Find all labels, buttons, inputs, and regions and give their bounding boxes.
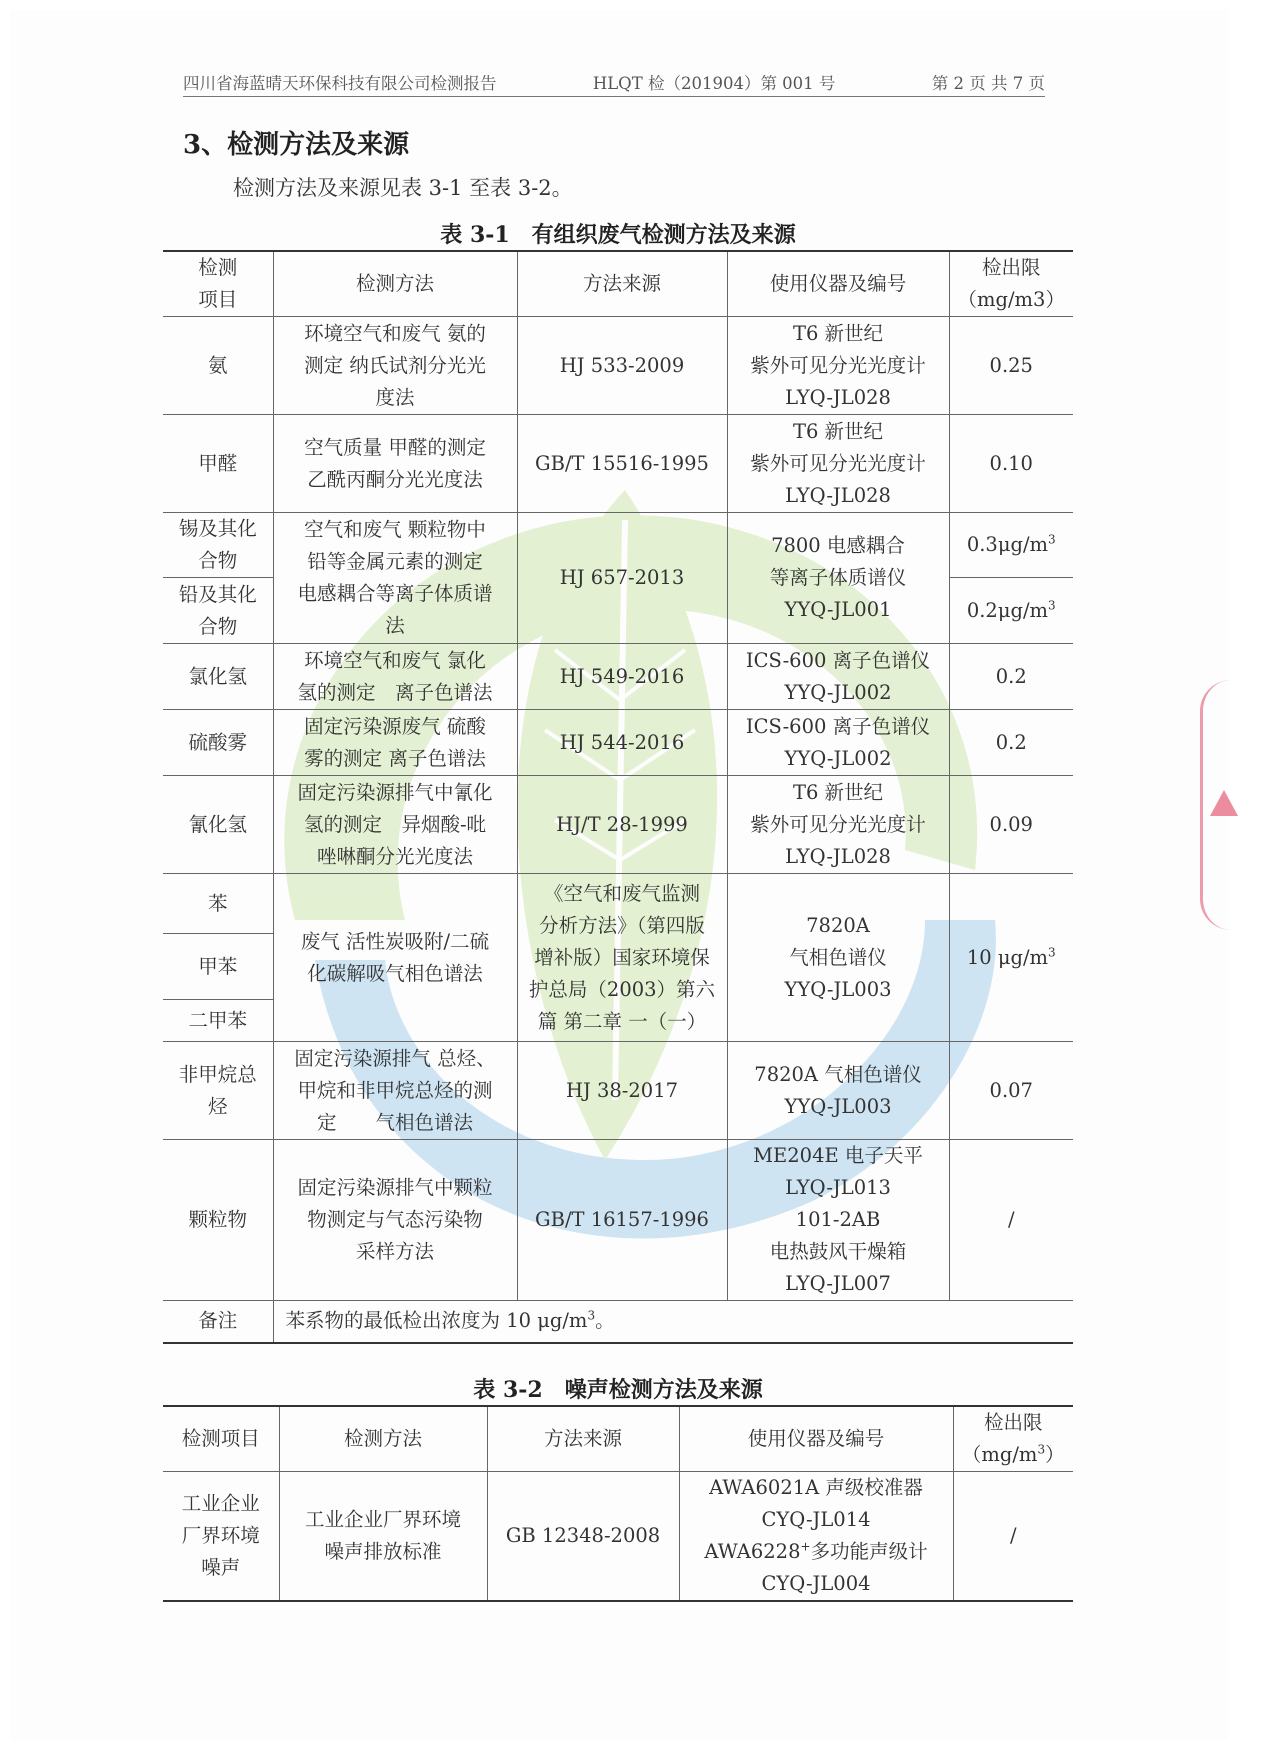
table-header-row xyxy=(163,251,1073,317)
cell-method: 环境空气和废气 氯化 氢的测定 离子色谱法 xyxy=(273,644,517,710)
cell-instrument: T6 新世纪 紫外可见分光光度计 LYQ-JL028 xyxy=(727,317,949,415)
cell-item: 颗粒物 xyxy=(163,1140,273,1301)
limit-value: 10 μg/m xyxy=(966,945,1049,969)
cell-source: GB 12348-2008 xyxy=(487,1472,679,1602)
cell-instrument: T6 新世纪 紫外可见分光光度计 LYQ-JL028 xyxy=(727,415,949,513)
cell-limit xyxy=(949,513,1073,578)
header-report-number: HLQT 检（201904）第 001 号 xyxy=(592,74,836,93)
cell-source: HJ 533-2009 xyxy=(517,317,727,415)
column-header: 使用仪器及编号 xyxy=(679,1406,953,1472)
column-header: 检出限 （mg/m3） xyxy=(949,251,1073,317)
cell-item: 苯 xyxy=(163,874,273,934)
note-label: 备注 xyxy=(163,1301,273,1343)
cell-item: 甲苯 xyxy=(163,934,273,1000)
header-company: 四川省海蓝晴天环保科技有限公司检测报告 xyxy=(183,74,497,93)
cell-instrument: 7800 电感耦合 等离子体质谱仪 YYQ-JL001 xyxy=(727,513,949,644)
instrument-text-b: 多功能声级计 CYQ-JL004 xyxy=(761,1540,928,1595)
cell-item: 二甲苯 xyxy=(163,1000,273,1042)
column-header: 检测方法 xyxy=(279,1406,487,1472)
column-header: 方法来源 xyxy=(517,251,727,317)
cell-item: 甲醛 xyxy=(163,415,273,513)
cell-item: 氯化氢 xyxy=(163,644,273,710)
cell-limit: / xyxy=(949,1140,1073,1301)
table-noise xyxy=(163,1405,1073,1602)
cell-instrument xyxy=(679,1472,953,1602)
red-seal-star xyxy=(1210,790,1238,816)
table-row xyxy=(163,710,1073,776)
limit-superscript: 3 xyxy=(1048,532,1056,547)
cell-method: 固定污染源排气中氰化 氢的测定 异烟酸-吡 唑啉酮分光光度法 xyxy=(273,776,517,874)
cell-source: GB/T 15516-1995 xyxy=(517,415,727,513)
cell-item: 氨 xyxy=(163,317,273,415)
limit-header: 检出限 （mg/m xyxy=(961,1411,1043,1466)
section-title: 3、检测方法及来源 xyxy=(183,130,410,160)
cell-instrument: 7820A 气相色谱仪 YYQ-JL003 xyxy=(727,1042,949,1140)
table1-caption: 表 3-1 有组织废气检测方法及来源 xyxy=(440,222,796,248)
cell-source: HJ/T 28-1999 xyxy=(517,776,727,874)
cell-limit: / xyxy=(953,1472,1073,1602)
cell-limit: 0.2 xyxy=(949,644,1073,710)
column-header xyxy=(953,1406,1073,1472)
note-end: 。 xyxy=(595,1309,615,1333)
cell-instrument: 7820A 气相色谱仪 YYQ-JL003 xyxy=(727,874,949,1042)
table-organized-exhaust-gas xyxy=(163,250,1073,1344)
cell-method: 固定污染源废气 硫酸 雾的测定 离子色谱法 xyxy=(273,710,517,776)
note-text xyxy=(273,1301,1073,1343)
cell-instrument: ME204E 电子天平 LYQ-JL013 101-2AB 电热鼓风干燥箱 LYQ-JL007 xyxy=(727,1140,949,1301)
column-header: 使用仪器及编号 xyxy=(727,251,949,317)
limit-header-end: ） xyxy=(1045,1443,1065,1466)
table-header-row xyxy=(163,1406,1073,1472)
table-row xyxy=(163,415,1073,513)
cell-source: 《空气和废气监测 分析方法》（第四版 增补版）国家环境保 护总局（2003）第六 篇 第二章 一（一） xyxy=(517,874,727,1042)
table-row xyxy=(163,1042,1073,1140)
column-header: 检测项目 xyxy=(163,1406,279,1472)
cell-item: 氰化氢 xyxy=(163,776,273,874)
cell-limit: 0.10 xyxy=(949,415,1073,513)
cell-method: 固定污染源排气 总烃、 甲烷和非甲烷总烃的测 定 气相色谱法 xyxy=(273,1042,517,1140)
column-header: 检测 项目 xyxy=(163,251,273,317)
cell-method: 工业企业厂界环境 噪声排放标准 xyxy=(279,1472,487,1602)
note-superscript: 3 xyxy=(587,1308,596,1323)
limit-value: 0.2μg/m xyxy=(966,598,1049,622)
cell-limit: 0.09 xyxy=(949,776,1073,874)
limit-header-superscript: 3 xyxy=(1037,1442,1046,1457)
header-page-number: 第 2 页 共 7 页 xyxy=(931,74,1045,93)
cell-source: HJ 549-2016 xyxy=(517,644,727,710)
table-row xyxy=(163,1140,1073,1301)
cell-source: HJ 657-2013 xyxy=(517,513,727,644)
table-row xyxy=(163,644,1073,710)
cell-method: 废气 活性炭吸附/二硫 化碳解吸气相色谱法 xyxy=(273,874,517,1042)
note-body: 苯系物的最低检出浓度为 10 μg/m xyxy=(285,1309,588,1333)
cell-source: HJ 544-2016 xyxy=(517,710,727,776)
table2-caption: 表 3-2 噪声检测方法及来源 xyxy=(473,1377,763,1403)
cell-method: 空气和废气 颗粒物中 铅等金属元素的测定 电感耦合等离子体质谱 法 xyxy=(273,513,517,644)
instrument-text-a: AWA6021A 声级校准器 CYQ-JL014 AWA6228 xyxy=(704,1476,923,1563)
cell-item: 工业企业 厂界环境 噪声 xyxy=(163,1472,279,1602)
report-header xyxy=(183,70,1045,97)
cell-limit xyxy=(949,874,1073,1042)
cell-limit: 0.07 xyxy=(949,1042,1073,1140)
cell-limit: 0.2 xyxy=(949,710,1073,776)
cell-instrument: ICS-600 离子色谱仪 YYQ-JL002 xyxy=(727,710,949,776)
cell-method: 环境空气和废气 氨的 测定 纳氏试剂分光光 度法 xyxy=(273,317,517,415)
cell-limit: 0.25 xyxy=(949,317,1073,415)
limit-superscript: 3 xyxy=(1048,945,1056,959)
cell-source: GB/T 16157-1996 xyxy=(517,1140,727,1301)
instrument-superscript: + xyxy=(800,1539,811,1554)
table-row xyxy=(163,776,1073,874)
table-row xyxy=(163,874,1073,934)
cell-limit xyxy=(949,578,1073,644)
cell-instrument: T6 新世纪 紫外可见分光光度计 LYQ-JL028 xyxy=(727,776,949,874)
table-row xyxy=(163,1472,1073,1602)
cell-item: 锡及其化 合物 xyxy=(163,513,273,578)
cell-method: 固定污染源排气中颗粒 物测定与气态污染物 采样方法 xyxy=(273,1140,517,1301)
cell-source: HJ 38-2017 xyxy=(517,1042,727,1140)
table-row xyxy=(163,317,1073,415)
table-row xyxy=(163,513,1073,578)
cell-item: 非甲烷总 烃 xyxy=(163,1042,273,1140)
cell-instrument: ICS-600 离子色谱仪 YYQ-JL002 xyxy=(727,644,949,710)
cell-item: 硫酸雾 xyxy=(163,710,273,776)
section-intro: 检测方法及来源见表 3-1 至表 3-2。 xyxy=(233,176,573,200)
limit-value: 0.3μg/m xyxy=(966,533,1049,556)
limit-superscript: 3 xyxy=(1048,598,1056,612)
cell-item: 铅及其化 合物 xyxy=(163,578,273,644)
column-header: 检测方法 xyxy=(273,251,517,317)
table-note-row xyxy=(163,1301,1073,1343)
column-header: 方法来源 xyxy=(487,1406,679,1472)
cell-method: 空气质量 甲醛的测定 乙酰丙酮分光光度法 xyxy=(273,415,517,513)
